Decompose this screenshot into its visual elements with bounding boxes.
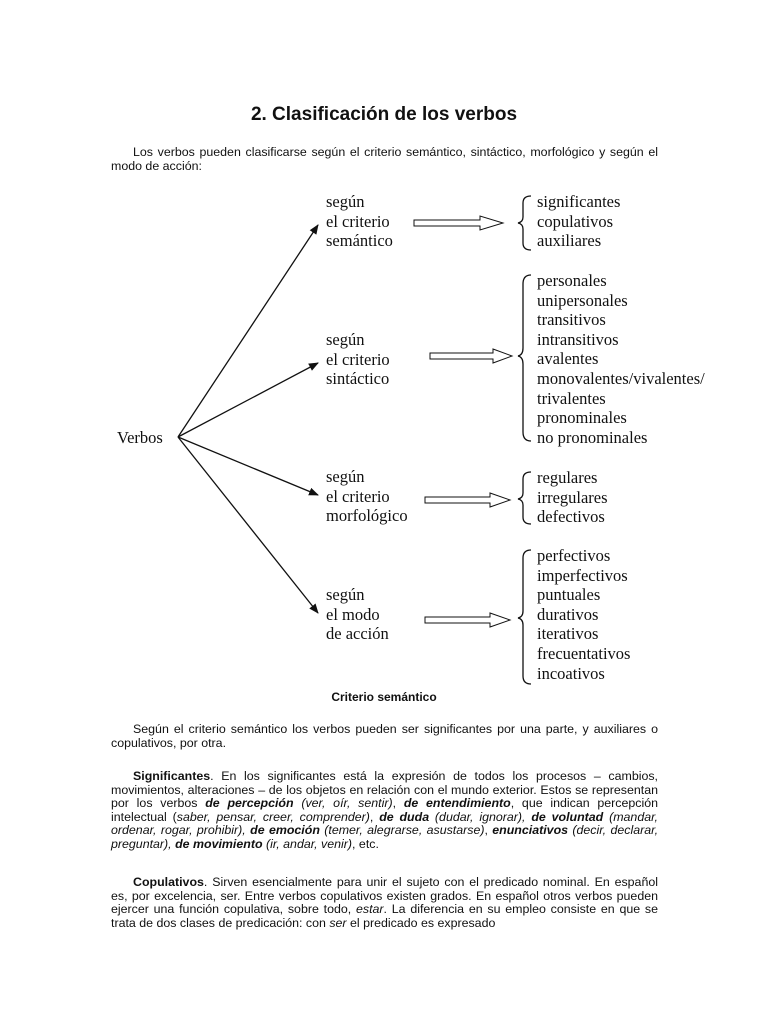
list-item: copulativos <box>537 211 614 231</box>
brace-sintactico <box>518 275 531 441</box>
list-item: auxiliares <box>537 231 602 251</box>
list-item: intransitivos <box>537 329 619 349</box>
list-item: perfectivos <box>537 546 611 565</box>
list-item: incoativos <box>537 663 605 683</box>
list-item: personales <box>537 271 607 290</box>
diagram-root: Verbos <box>117 428 163 447</box>
list-item: unipersonales <box>537 290 628 310</box>
diagram-caption: Criterio semántico <box>331 690 437 704</box>
list-item: irregulares <box>537 487 608 507</box>
block-arrow-morfologico <box>425 493 510 507</box>
list-item: no pronominales <box>537 427 648 447</box>
list-item: significantes <box>537 192 621 211</box>
paragraph-copulativos: Copulativos. Sirven esencialmente para unir el sujeto con el predicado nominal. En español es, por excelencia, ser. Entre verbos copulativos existen grados. En español otros verbos pueden ejercer una función copulativa, sobre todo, estar. La diferencia en su empleo consiste en que se trata de dos clases de predicación: con ser el predicado es expresado <box>111 875 659 930</box>
branch-label-modo: según el modo de acción <box>326 585 389 643</box>
list-item: pronominales <box>537 408 627 428</box>
block-arrow-modo <box>425 613 510 627</box>
list-item: trivalentes <box>537 388 606 408</box>
items-sintactico <box>537 271 705 447</box>
list-item: avalentes <box>537 349 599 369</box>
list-item: transitivos <box>537 310 606 330</box>
list-item: monovalentes/vivalentes/ <box>537 368 705 388</box>
term-significantes: Significantes <box>133 769 211 783</box>
items-modo <box>537 546 630 683</box>
list-item: iterativos <box>537 624 599 644</box>
arrow-to-morfologico <box>178 437 318 495</box>
branch-label-semantico: según el criterio semántico <box>326 192 393 250</box>
intro-paragraph: Los verbos pueden clasificarse según el criterio semántico, sintáctico, morfológico y según el modo de acción: <box>111 145 658 173</box>
items-morfologico <box>537 468 608 527</box>
list-item: durativos <box>537 604 599 624</box>
arrow-to-modo <box>178 437 318 613</box>
brace-morfologico <box>518 472 531 524</box>
list-item: imperfectivos <box>537 565 628 585</box>
list-item: defectivos <box>537 507 605 527</box>
branch-label-sintactico: según el criterio sintáctico <box>326 330 390 388</box>
brace-semantico <box>518 196 531 250</box>
arrow-to-sintactico <box>178 363 318 437</box>
list-item: frecuentativos <box>537 643 631 663</box>
block-arrow-sintactico <box>430 349 512 363</box>
classification-diagram <box>0 180 768 690</box>
page-title: 2. Clasificación de los verbos <box>250 104 518 125</box>
branch-label-morfologico: según el criterio morfológico <box>326 467 408 525</box>
items-semantico <box>537 192 620 251</box>
block-arrow-semantico <box>414 216 503 230</box>
list-item: regulares <box>537 468 598 487</box>
arrow-to-semantico <box>178 225 318 437</box>
term-copulativos: Copulativos <box>133 875 204 889</box>
brace-modo <box>518 550 531 684</box>
paragraph-criterio: Según el criterio semántico los verbos pueden ser significantes por una parte, y auxiliares o copulativos, por otra. <box>111 722 658 750</box>
paragraph-significantes: Significantes. En los significantes está la expresión de todos los procesos – cambios, movimientos, alteraciones – de los objetos en relación con el mundo exterior. Estos se representan por los verbos de percepción (ver, oír, sentir), de entendimiento, que indican percepción intelectual (saber, pensar, creer, comprender), de duda (dudar, ignorar), de voluntad (mandar, ordenar, rogar, prohibir), de emoción (temer, alegrarse, asustarse), enunciativos (decir, declarar, preguntar), de movimiento (ir, andar, venir), etc. <box>111 769 659 851</box>
list-item: puntuales <box>537 585 601 605</box>
